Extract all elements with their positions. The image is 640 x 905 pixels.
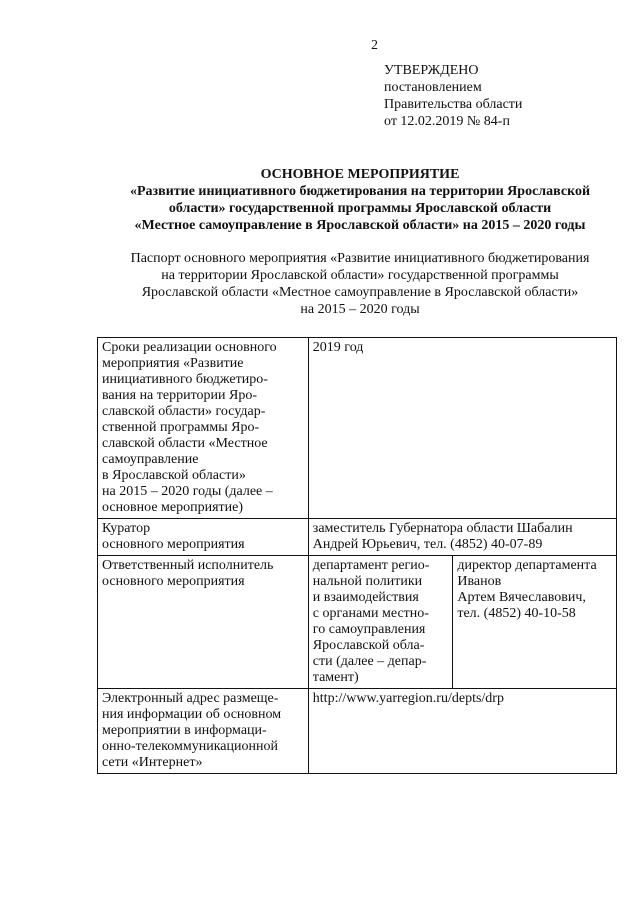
- passport-title-line: Ярославской области «Местное самоуправление в Ярославской области»: [141, 285, 579, 300]
- label-line: Электронный адрес размеще-: [102, 691, 279, 706]
- passport-title: [80, 250, 640, 318]
- value-line: директор департамента: [457, 558, 597, 573]
- row-label-cell: [98, 689, 309, 774]
- table-row: [98, 519, 617, 556]
- label-line: славской области» государ-: [102, 404, 266, 419]
- label-line: в Ярославской области»: [102, 468, 246, 483]
- label-line: мероприятия «Развитие: [102, 356, 244, 371]
- row-value-cell: [308, 519, 616, 556]
- value-line: тел. (4852) 40-10-58: [457, 606, 576, 621]
- value-line: го самоуправления: [312, 622, 426, 637]
- document-title: [80, 166, 640, 234]
- value-line: с органами местно-: [312, 606, 429, 621]
- row-value-cell: [308, 338, 616, 519]
- value-line: и взаимодействия: [312, 590, 419, 605]
- responsible-person-cell: [453, 556, 617, 689]
- value-line: сти (далее – депар-: [312, 654, 427, 669]
- label-line: сети «Интернет»: [102, 755, 203, 770]
- title-line: «Развитие инициативного бюджетирования на территории Ярославской: [129, 184, 591, 199]
- label-line: на 2015 – 2020 годы (далее –: [102, 484, 273, 499]
- table-row: [98, 556, 617, 689]
- label-line: Сроки реализации основного: [102, 340, 277, 355]
- value-line: Иванов: [457, 574, 502, 589]
- value-line: 2019 год: [312, 340, 364, 355]
- label-line: славской области «Местное: [102, 436, 268, 451]
- passport-title-line: на 2015 – 2020 годы: [300, 302, 420, 317]
- approval-line: постановлением: [384, 80, 482, 95]
- page-number: 2: [371, 38, 378, 53]
- row-label-cell: [98, 519, 309, 556]
- value-line: Андрей Юрьевич, тел. (4852) 40-07-89: [312, 537, 543, 552]
- title-heading: ОСНОВНОЕ МЕРОПРИЯТИЕ: [260, 167, 460, 182]
- row-label-cell: [98, 556, 309, 689]
- row-label-cell: [98, 338, 309, 519]
- label-line: основное мероприятие): [102, 500, 244, 515]
- approval-line: от 12.02.2019 № 84-п: [384, 114, 510, 129]
- label-line: инициативного бюджетиро-: [102, 372, 268, 387]
- approval-line: УТВЕРЖДЕНО: [384, 63, 479, 78]
- label-line: ния информации об основном: [102, 707, 282, 722]
- passport-title-line: на территории Ярославской области» государственной программы: [161, 268, 559, 283]
- value-line: заместитель Губернатора области Шабалин: [312, 521, 573, 536]
- website-link[interactable]: http://www.yarregion.ru/depts/drp: [312, 691, 504, 706]
- passport-title-line: Паспорт основного мероприятия «Развитие инициативного бюджетирования: [130, 251, 590, 266]
- row-value-cell: [308, 689, 616, 774]
- label-line: вания на территории Яро-: [102, 388, 258, 403]
- label-line: онно-телекоммуникационной: [102, 739, 278, 754]
- label-line: мероприятии в информаци-: [102, 723, 267, 738]
- title-line: области» государственной программы Ярославской области: [168, 201, 552, 216]
- responsible-department-cell: [308, 556, 453, 689]
- passport-table: [97, 337, 617, 774]
- approval-line: Правительства области: [384, 97, 523, 112]
- value-line: тамент): [312, 670, 359, 685]
- label-line: Куратор: [102, 521, 151, 536]
- title-line: «Местное самоуправление в Ярославской области» на 2015 – 2020 годы: [134, 218, 586, 233]
- value-line: Артем Вячеславович,: [457, 590, 586, 605]
- value-line: Ярославской обла-: [312, 638, 425, 653]
- value-line: департамент регио-: [312, 558, 430, 573]
- value-line: нальной политики: [312, 574, 423, 589]
- table-row: [98, 338, 617, 519]
- label-line: основного мероприятия: [102, 574, 245, 589]
- label-line: ственной программы Яро-: [102, 420, 260, 435]
- approval-stamp: [384, 62, 522, 130]
- label-line: самоуправление: [102, 452, 199, 467]
- label-line: Ответственный исполнитель: [102, 558, 274, 573]
- table-row: [98, 689, 617, 774]
- label-line: основного мероприятия: [102, 537, 245, 552]
